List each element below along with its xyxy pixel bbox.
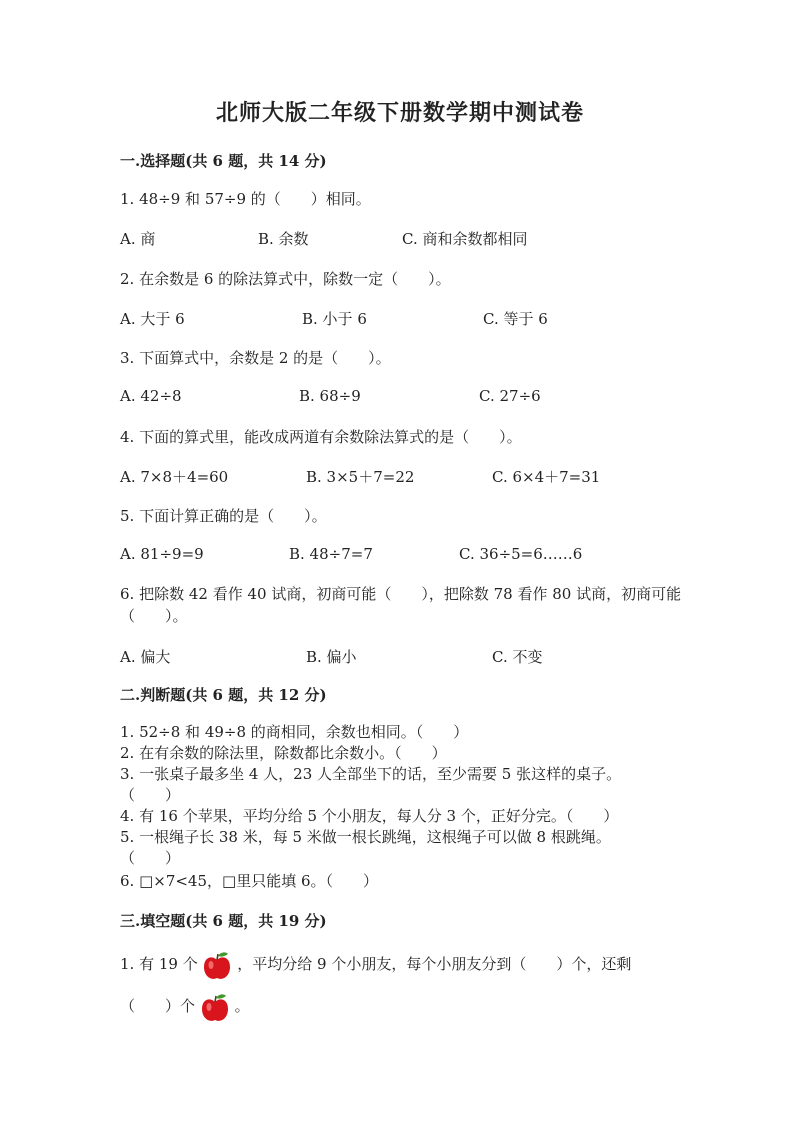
section-heading-choice: 一.选择题(共 6 题，共 14 分)	[120, 152, 327, 170]
question-judge-5-bracket: （ ）	[120, 849, 181, 867]
option-b: B. 余数	[258, 230, 309, 248]
apple-icon	[202, 950, 232, 980]
section-heading-fill: 三.填空题(共 6 题，共 19 分)	[120, 912, 327, 930]
option-c: C. 等于 6	[483, 310, 548, 328]
option-b: B. 偏小	[306, 648, 357, 666]
option-c: C. 27÷6	[479, 387, 541, 405]
option-a: A. 7×8＋4=60	[120, 468, 229, 486]
question-choice-5: 5. 下面计算正确的是（ ）。	[120, 507, 327, 525]
question-judge-5: 5. 一根绳子长 38 米，每 5 米做一根长跳绳，这根绳子可以做 8 根跳绳。	[120, 828, 611, 846]
option-b: B. 68÷9	[299, 387, 361, 405]
option-b: B. 小于 6	[302, 310, 367, 328]
question-fill-1-text-d: 。	[234, 997, 250, 1015]
question-fill-1-text-b: ，平均分给 9 个小朋友，每个小朋友分到（ ）个，还剩	[237, 955, 632, 973]
question-fill-1-line2	[120, 992, 250, 1022]
question-judge-4: 4. 有 16 个苹果，平均分给 5 个小朋友，每人分 3 个，正好分完。（ ）	[120, 807, 619, 825]
option-b: B. 3×5＋7=22	[306, 468, 415, 486]
question-choice-3: 3. 下面算式中，余数是 2 的是（ ）。	[120, 349, 391, 367]
question-fill-1	[120, 950, 631, 980]
question-choice-6: 6. 把除数 42 看作 40 试商，初商可能（ ），把除数 78 看作 80 试商，初商可能（ ）。	[120, 585, 682, 625]
question-judge-1: 1. 52÷8 和 49÷8 的商相同，余数也相同。（ ）	[120, 723, 469, 741]
question-judge-3-bracket: （ ）	[120, 786, 181, 804]
question-fill-1-text-c: （ ）个	[120, 997, 196, 1015]
option-a: A. 商	[120, 230, 156, 248]
option-c: C. 6×4＋7=31	[492, 468, 601, 486]
page-title: 北师大版二年级下册数学期中测试卷	[215, 100, 584, 126]
question-judge-3: 3. 一张桌子最多坐 4 人，23 人全部坐下的话，至少需要 5 张这样的桌子。	[120, 765, 622, 783]
option-b: B. 48÷7=7	[289, 545, 373, 563]
option-a: A. 81÷9=9	[120, 545, 204, 563]
question-judge-6: 6. □×7<45，□里只能填 6。（ ）	[120, 872, 379, 890]
question-judge-2: 2. 在有余数的除法里，除数都比余数小。（ ）	[120, 744, 447, 762]
section-heading-judge: 二.判断题(共 6 题，共 12 分)	[120, 686, 327, 704]
option-a: A. 偏大	[120, 648, 171, 666]
option-c: C. 不变	[492, 648, 543, 666]
option-a: A. 大于 6	[120, 310, 185, 328]
question-choice-2: 2. 在余数是 6 的除法算式中，除数一定（ ）。	[120, 270, 451, 288]
option-c: C. 36÷5=6……6	[459, 545, 583, 563]
option-c: C. 商和余数都相同	[402, 230, 528, 248]
question-choice-4: 4. 下面的算式里，能改成两道有余数除法算式的是（ ）。	[120, 428, 522, 446]
apple-icon	[200, 992, 230, 1022]
question-fill-1-text-a: 1. 有 19 个	[120, 955, 198, 973]
option-a: A. 42÷8	[120, 387, 182, 405]
question-choice-1: 1. 48÷9 和 57÷9 的（ ）相同。	[120, 190, 371, 208]
